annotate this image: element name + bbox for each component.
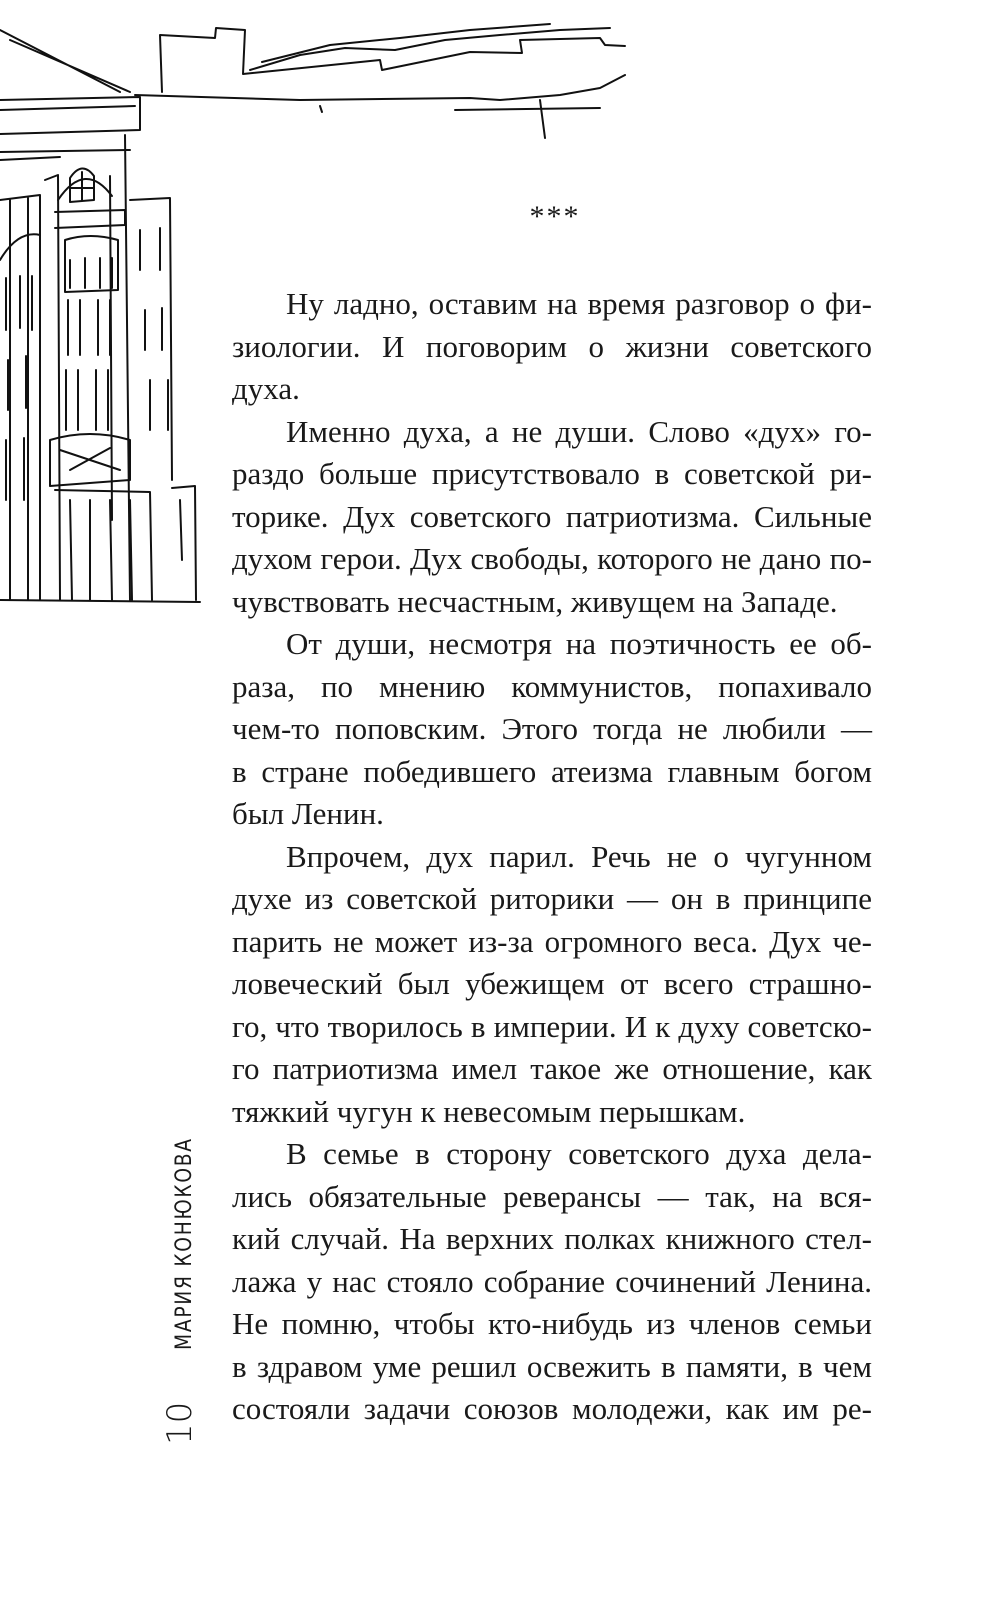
text-line: Именно духа, а не души. Слово «дух» го- <box>286 413 872 449</box>
text-line: раза, по мнению коммунистов, попахивало <box>232 668 872 704</box>
text-line: духа. <box>232 371 300 406</box>
text-line: духом герои. Дух свободы, которого не дано по- <box>232 541 872 576</box>
text-line: чем-то поповским. Этого тогда не любили — <box>232 711 872 746</box>
text-line: тяжкий чугун к невесомым перышкам. <box>232 1093 746 1129</box>
text-line: лажа у нас стояло собрание сочинений Ленина. <box>232 1263 872 1299</box>
text-line: кий случай. На верхних полках книжного стел- <box>232 1221 872 1256</box>
text-line: духе из советской риторики — он в принципе <box>232 881 872 916</box>
text-line: раздо больше присутствовало в советской ри- <box>232 456 872 491</box>
author-running-head: МАРИЯ КОНЮКОВА <box>172 1136 197 1350</box>
page-footer-vertical <box>160 1099 200 1445</box>
text-line: зиологии. И поговорим о жизни советского <box>232 328 872 364</box>
text-line: Впрочем, дух парил. Речь не о чугунном <box>286 838 872 874</box>
text-line: ловеческий был убежищем от всего страшно- <box>232 966 872 1001</box>
text-line: состояли задачи союзов молодежи, как им ре- <box>232 1391 872 1426</box>
text-line: лись обязательные реверансы — так, на вся- <box>232 1178 872 1214</box>
text-line: чувствовать несчастным, живущем на Западе. <box>232 583 838 619</box>
text-line: Не помню, чтобы кто-нибудь из членов семьи <box>232 1306 872 1341</box>
text-line: го патриотизма имел такое же отношение, как <box>232 1051 872 1086</box>
text-line: Ну ладно, оставим на время разговор о фи- <box>286 286 872 321</box>
text-line: торике. Дух советского патриотизма. Сильные <box>232 498 872 534</box>
text-line: был Ленин. <box>232 796 384 831</box>
text-line: парить не может из-за огромного веса. Дух че- <box>232 923 872 959</box>
text-line: в здравом уме решил освежить в памяти, в чем <box>232 1348 872 1384</box>
body-text <box>232 283 872 1431</box>
text-line: От души, несмотря на поэтичность ее об- <box>286 626 872 661</box>
section-separator: *** <box>529 200 581 233</box>
text-line: го, что творилось в империи. И к духу советско- <box>232 1008 872 1044</box>
page-number: 10 <box>160 1401 200 1445</box>
text-line: в стране победившего атеизма главным богом <box>232 753 872 789</box>
text-line: В семье в сторону советского духа дела- <box>286 1136 872 1171</box>
